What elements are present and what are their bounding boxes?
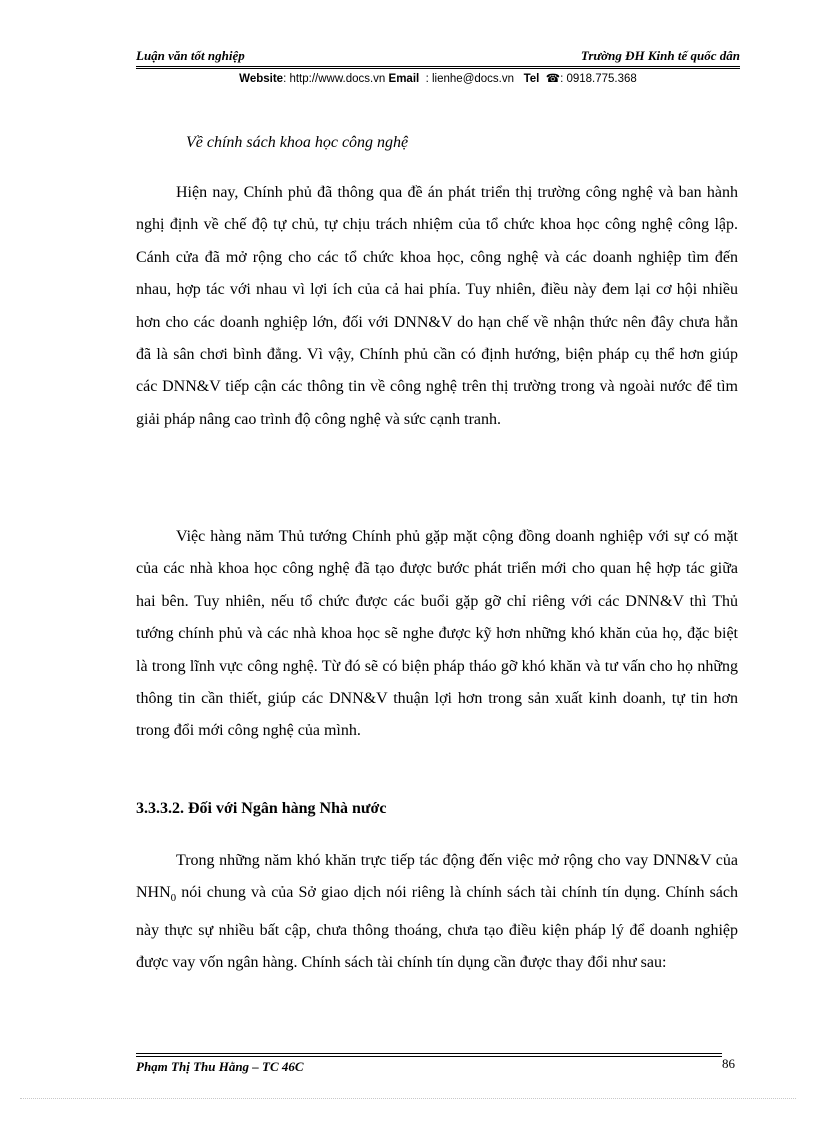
email-label: Email [388, 73, 420, 85]
subheading: Về chính sách khoa học công nghệ [186, 134, 409, 151]
telephone-icon: ☎ [545, 73, 561, 85]
page-number: 86 [722, 1056, 735, 1071]
paragraph-3 [136, 845, 738, 980]
tel-label: Tel [523, 73, 540, 85]
email-value: : lienhe@docs.vn [425, 73, 514, 85]
header-right-title: Trường ĐH Kinh tế quốc dân [580, 48, 740, 63]
header-rule [136, 66, 740, 67]
paragraph-3-part-b: nói chung và của Sở giao dịch nói riêng là chính sách tài chính tín dụng. Chính sách này thực sự nhiều bất cập, chưa thông thoáng, chưa tạo điều kiện pháp lý để doanh nghiệp được vay vốn ngân hàng. Chính sách tài chính tín dụng cần được thay đổi như sau: [136, 884, 738, 972]
contact-line [136, 71, 740, 85]
header-rule-double [136, 68, 740, 69]
website-value: : http://www.docs.vn [283, 73, 386, 85]
tel-value: : 0918.775.368 [560, 73, 637, 85]
footer-rule-double [136, 1056, 722, 1057]
paragraph-3-part-a: Trong những năm khó khăn trực tiếp tác động đến việc mở rộng cho vay DNN&V của NHN [136, 852, 738, 902]
page-bottom-dotted-line [20, 1098, 796, 1099]
paragraph-2: Việc hàng năm Thủ tướng Chính phủ gặp mặt cộng đồng doanh nghiệp với sự có mặt của các nhà khoa học công nghệ đã tạo được bước phát triển mới cho quan hệ hợp tác giữa hai bên. Tuy nhiên, nếu tổ chức được các buổi gặp gỡ chỉ riêng với các DNN&V thì Thủ tướng chính phủ và các nhà khoa học sẽ nghe được kỹ hơn những khó khăn của họ, đặc biệt là trong lĩnh vực công nghệ. Từ đó sẽ có biện pháp tháo gỡ khó khăn và tư vấn cho họ những thông tin cần thiết, giúp các DNN&V thuận lợi hơn trong sản xuất kinh doanh, tự tin hơn trong đổi mới công nghệ của mình. [136, 528, 738, 740]
paragraph-3-subscript: 0 [170, 892, 177, 905]
footer-rule [136, 1053, 722, 1054]
website-label: Website [239, 73, 284, 85]
footer-author: Phạm Thị Thu Hằng – TC 46C [136, 1059, 304, 1074]
header-left-title: Luận văn tốt nghiệp [136, 48, 245, 63]
paragraph-1: Hiện nay, Chính phủ đã thông qua đề án phát triển thị trường công nghệ và ban hành nghị định về chế độ tự chủ, tự chịu trách nhiệm của tổ chức khoa học công nghệ công lập. Cánh cửa đã mở rộng cho các tổ chức khoa học, công nghệ và các doanh nghiệp tìm đến nhau, hợp tác với nhau vì lợi ích của cả hai phía. Tuy nhiên, điều này đem lại cơ hội nhiều hơn cho các doanh nghiệp lớn, đối với DNN&V do hạn chế về nhận thức nên đây chưa hẳn đã là sân chơi bình đẳng. Vì vậy, Chính phủ cần có định hướng, biện pháp cụ thể hơn giúp các DNN&V tiếp cận các thông tin về công nghệ trên thị trường trong và ngoài nước để tìm giải pháp nâng cao trình độ công nghệ và sức cạnh tranh. [136, 184, 738, 428]
section-heading: 3.3.3.2. Đối với Ngân hàng Nhà nước [136, 800, 387, 817]
